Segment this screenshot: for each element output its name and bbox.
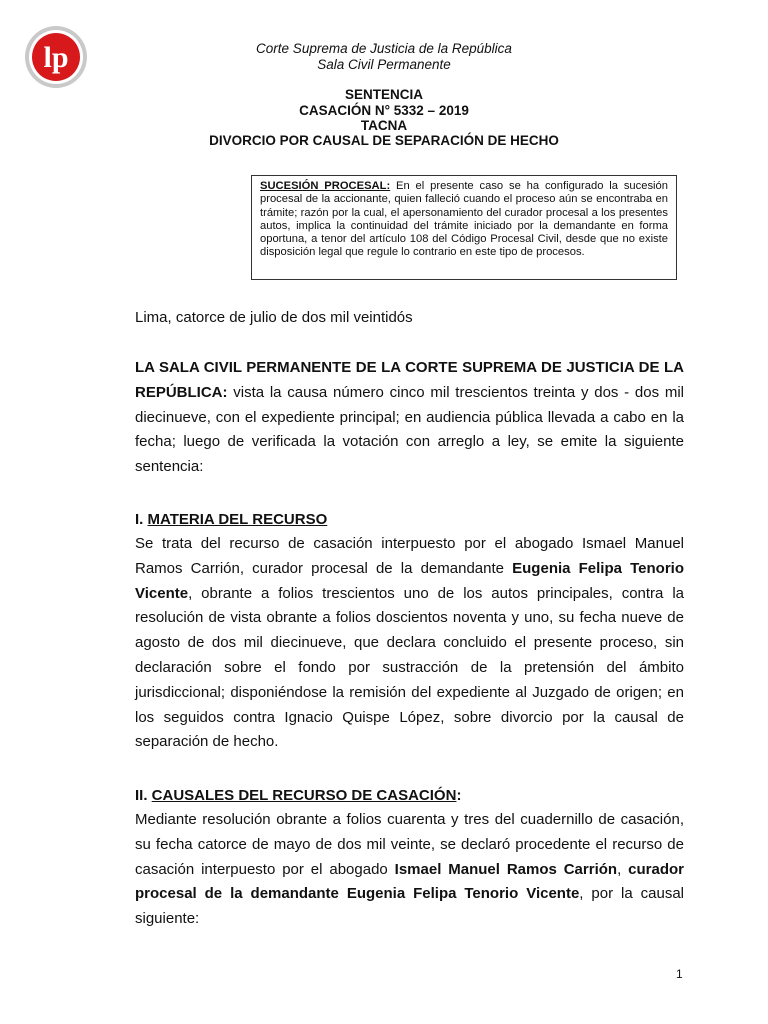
document-type: SENTENCIA [344, 87, 423, 102]
date-line: Lima, catorce de julio de dos mil veintidós [135, 309, 413, 326]
section-1-number: I. [135, 511, 148, 528]
casacion-number: CASACIÓN N° 5332 – 2019 [299, 103, 469, 118]
section-2-colon: : [456, 787, 462, 804]
section-2-text-1: Mediante resolución obrante a folios cuarenta y tres del cuadernillo de casación, su fecha catorce de mayo de dos mil veinte, se declaró procedente el recurso de casación interpuesto por el abogado [135, 811, 684, 878]
case-subject: DIVORCIO POR CAUSAL DE SEPARACIÓN DE HECHO [209, 133, 559, 148]
intro-paragraph [135, 356, 684, 480]
section-1-bold-1: Eugenia Felipa Tenorio Vicente [135, 559, 684, 602]
section-1-text-2: , obrante a folios trescientos uno de los autos principales, contra la resolución de vista obrante a folios doscientos noventa y uno, su fecha nueve de agosto de dos mil diecinueve, que declara concluido el presente proceso, sin declaración sobre el fondo por sustracción de la pretensión del ámbito jurisdiccional; disponiéndose la remisión del expediente al Juzgado de origen; en los seguidos contra Ignacio Quispe López, sobre divorcio por la causal de separación de hecho. [135, 584, 684, 751]
section-1-text-1: Se trata del recurso de casación interpuesto por el abogado Ismael Manuel Ramos Carrión, curador procesal de la demandante [135, 535, 684, 577]
section-2-text-3: , por la causal siguiente: [135, 885, 684, 928]
section-2-bold-1: Ismael Manuel Ramos Carrión [394, 860, 618, 878]
city: TACNA [360, 118, 408, 133]
section-2-title: CAUSALES DEL RECURSO DE CASACIÓN [151, 787, 457, 804]
notice-text: En el presente caso se ha configurado la sucesión procesal de la accionante, quien falleció cuando el proceso aún se encontraba en trámite; razón por la cual, el apersonamiento del curador procesal a los presentes autos, implica la continuidad del trámite iniciado por la demandante en forma oportuna, a tenor del artículo 108 del Código Procesal Civil, desde que no existe disposición legal que regule lo contrario en este tipo de procesos. [260, 180, 668, 259]
court-name: Corte Suprema de Justicia de la República [256, 41, 512, 56]
sala-name: Sala Civil Permanente [317, 57, 451, 72]
notice-label: SUCESIÓN PROCESAL: [260, 180, 391, 192]
section-1-title: MATERIA DEL RECURSO [147, 511, 328, 528]
page-number: 1 [676, 967, 683, 981]
section-2-text-2: , [617, 860, 629, 878]
section-2-paragraph [135, 808, 684, 932]
procedural-succession-box [251, 175, 677, 280]
section-2-heading [135, 787, 461, 805]
intro-bold: LA SALA CIVIL PERMANENTE DE LA CORTE SUPREMA DE JUSTICIA DE LA REPÚBLICA: [135, 359, 684, 401]
intro-text: vista la causa número cinco mil trescientos treinta y dos - dos mil diecinueve, con el expediente principal; en audiencia pública llevada a cabo en la fecha; luego de verificada la votación con arreglo a ley, se emite la siguiente sentencia: [135, 383, 684, 476]
section-1-heading [135, 511, 327, 529]
section-2-bold-2: curador procesal de la demandante Eugenia Felipa Tenorio Vicente [135, 860, 684, 903]
logo-text: lp [43, 41, 69, 74]
section-2-number: II. [135, 787, 152, 804]
section-1-paragraph [135, 532, 684, 755]
